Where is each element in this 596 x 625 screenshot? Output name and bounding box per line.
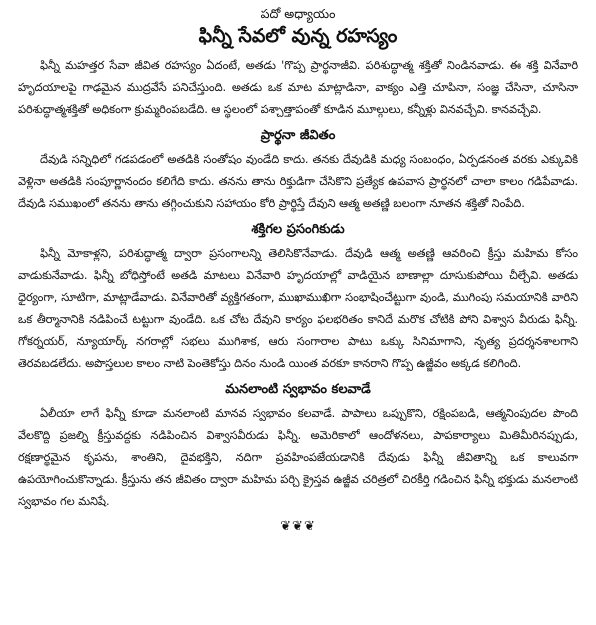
paragraph-nature-like-us: ఏలీయా లాగే ఫిన్నీ కూడా మనలాంటి మానవ స్వభావం కలవాడే. పాపాలు ఒప్పుకొని, రక్షింపబడి, ఆత్మనింపుదల పొంది వేలకొద్ది ప్రజల్ని క్రీస్తువద్దకు నడిపించిన విశ్వాసవీరుడు ఫిన్నీ. అమెరికాలో ఆందోళనలు, పాపకార్యాలు మితిమీరినప్పుడు, రక్షణార్థమైన కృపను, శాంతిని, దైవభక్తిని, నదిగా ప్రవహింపజేయడానికి దేవుడు ఫిన్నీ జీవితాన్ని ఒక కాలువగా ఉపయోగించుకొన్నాడు. క్రీస్తును తన జీవితం ద్వారా మహిమ పర్చి క్రైస్తవ ఉజ్జీవ చరిత్రలో చిరకీర్తి గడించిన ఫిన్నీ భక్తుడు మనలాంటి స్వభావం గల మనిషే. [18, 406, 578, 508]
page-title: ఫిన్నీ సేవలో వున్న రహస్యం [198, 25, 398, 47]
section-heading-prayer-life: ప్రార్థనా జీవితం [260, 128, 336, 143]
section-heading-nature-like-us: మనలాంటి స్వభావం కలవాడే [225, 382, 371, 397]
section-heading-powerful-preacher: శక్తిగల ప్రసంగికుడు [251, 222, 345, 237]
paragraph-prayer-life: దేవుడి సన్నిధిలో గడపడంలో అతడికి సంతోషం వుండేది కాదు. తనకు దేవుడికి మధ్య సంబంధం, ఏర్పడనంత వరకు ఎక్కువికి వెళ్లినా అతడికి సంపూర్ణానందం కలిగేది కాదు. తనను తాను రిక్తుడిగా చేసికొని ప్రత్యేక ఉపవాస ప్రార్థనలో చాలా కాలం గడిపేవాడు. దేవుడి సముఖంలో తనను తాను తగ్గించుకుని సహాయం కోరి ప్రార్థిస్తే దేవుని ఆత్మ అతణ్ణి బలంగా నూతన శక్తితో నింపేది. [18, 152, 578, 210]
document-page [18, 6, 578, 536]
intro-paragraph: ఫిన్నీ మహత్తర సేవా జీవిత రహస్యం ఏదంటే, అతడు 'గొప్ప ప్రార్థనాజీవి. పరిశుద్ధాత్మ శక్తితో నిండినవాడు. ఈ శక్తి వినేవారి హృదయాలపై గాఢమైన ముద్రవేసే పనిచేస్తుంది. అతడు ఒక మాట మాట్లాడినా, వాక్యం ఎత్తి చూపినా, సంజ్ఞ చేసినా, చూసినా పరిశుద్ధాత్మశక్తితో అధికంగా క్రుమ్మరింపబడేది. ఆ స్థలంలో పశ్చాత్తాపంతో కూడిన మూల్గులు, కన్నీళ్లు వినవచ్చేవి. కానవచ్చేవి. [18, 58, 578, 116]
section-end-ornament: ❦❦❦ [280, 519, 316, 534]
paragraph-powerful-preacher: ఫిన్నీ మోకాళ్లని, పరిశుద్ధాత్మ ద్వారా ప్రసంగాలన్ని తెలిసికొనేవాడు. దేవుడి ఆత్మ అతణ్ణి ఆవరించి క్రీస్తు మహిమ కోసం వాడుకునేవాడు. ఫిన్నీ బోధిస్తోంటే అతడి మాటలు వినేవారి హృదయాల్లో వాడియైన బాణాల్లా దూసుకుపోయి చీల్చేవి. అతడు ధైర్యంగా, సూటిగా, మాట్లాడేవాడు. వినేవారితో వ్యక్తిగతంగా, ముఖాముఖిగా సంభాషించేట్టుగా వుండి, ముగింపు సమయానికి వారిని ఒక తీర్మానానికి నడిపించే టట్టుగా వుండేది. ఒక చోట దేవుని కార్యం ఫలభరితం కానిదే మరొక చోటికి పోని విశ్వాస వీరుడు ఫిన్నీ. గోకర్నయర్, న్యూయార్క్ నగరాల్లో సభలు ముగిశాక, ఆరు సంగారాల పాటు ఒక్కు సినిమాగాని, నృత్య ప్రదర్శనశాలగాని తెరవబడలేదు. అపొస్తలుల కాలం నాటి పెంతెకోస్తు దినం నుండి యింత వరకూ కానరాని గొప్ప ఉజ్జీవం అక్కడ కలిగింది. [18, 246, 578, 370]
chapter-label: పదో అధ్యాయం [260, 6, 336, 21]
